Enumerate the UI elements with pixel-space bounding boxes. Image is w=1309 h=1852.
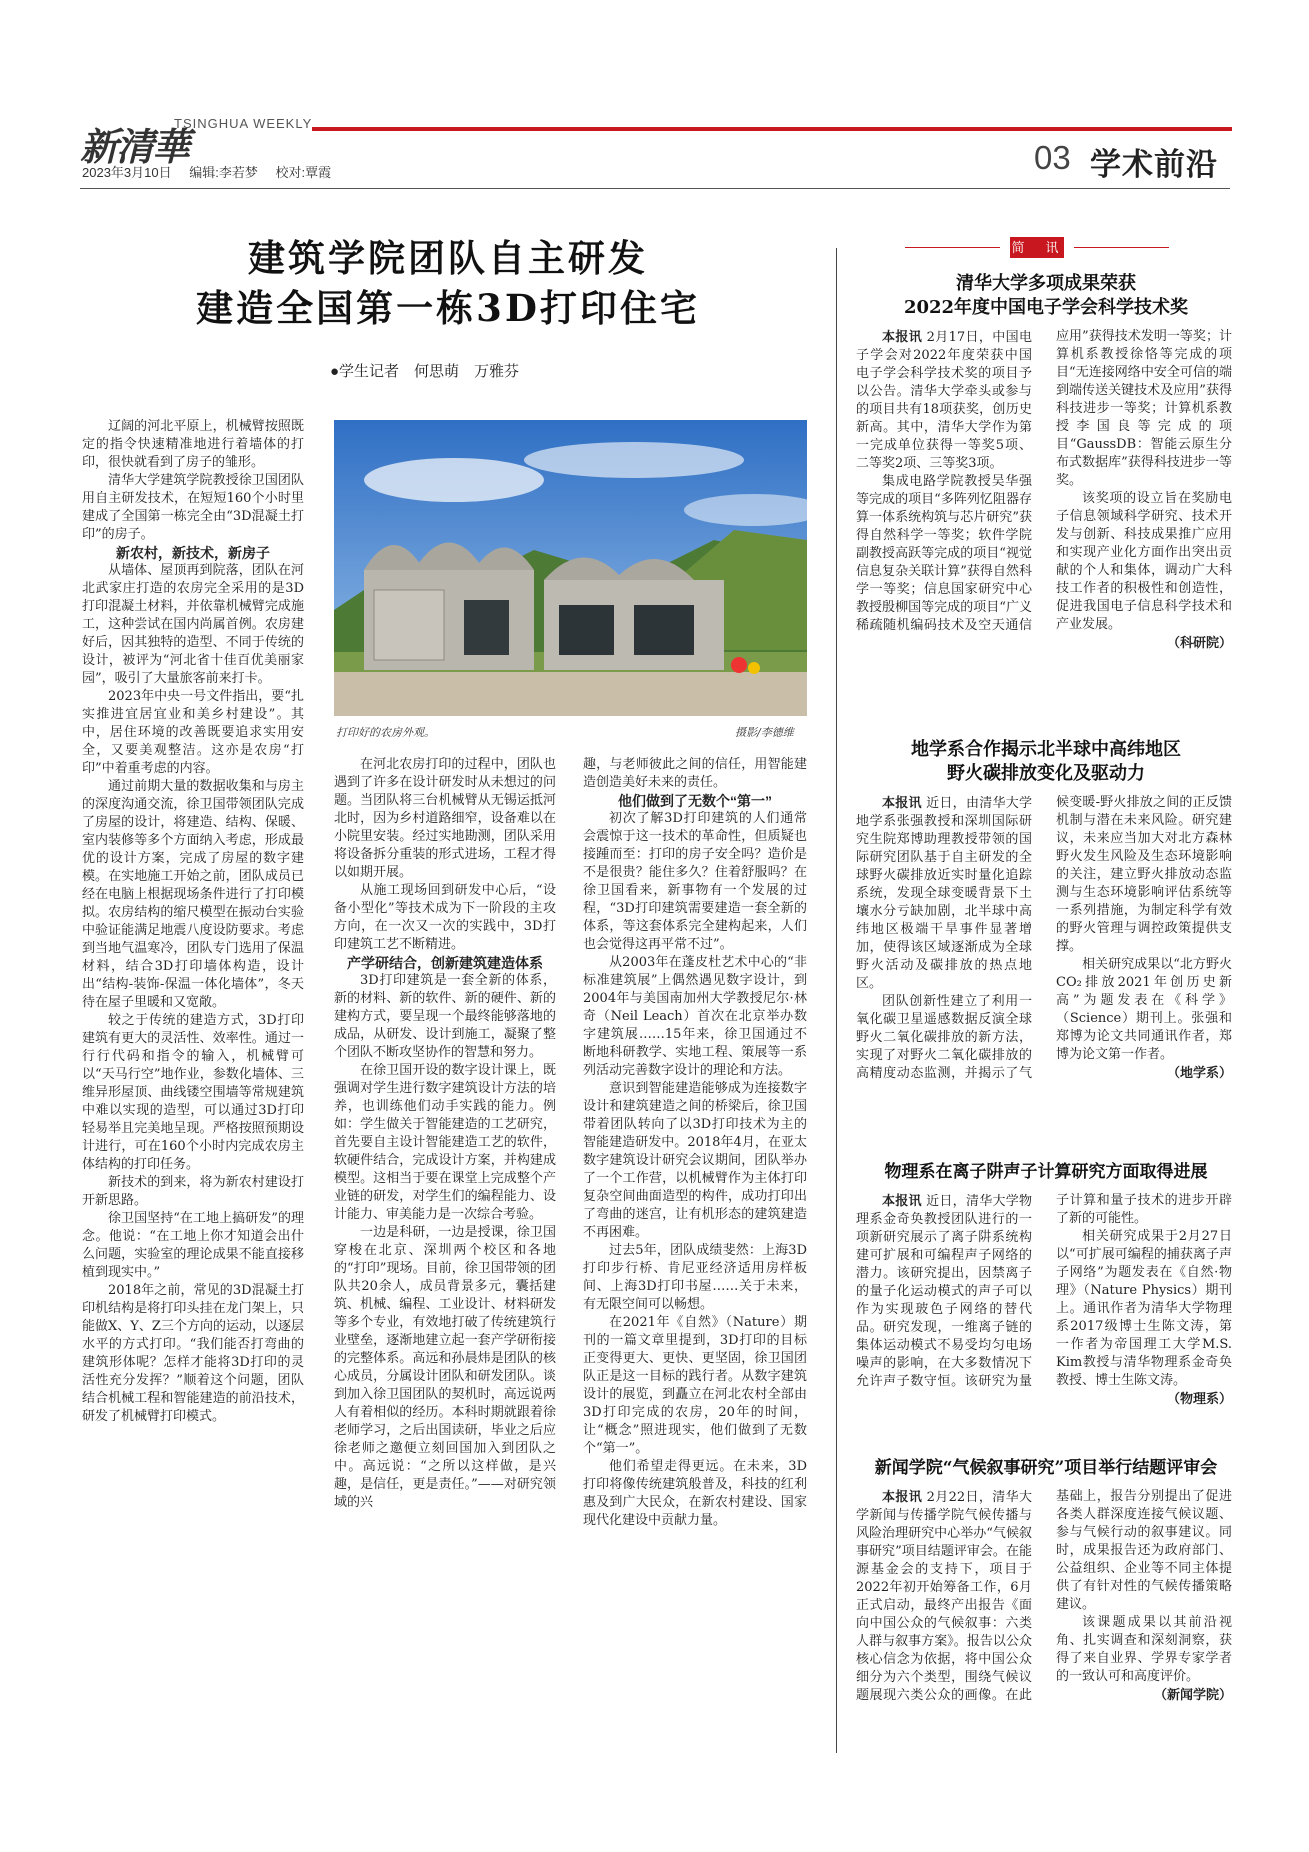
paragraph: 近日，由清华大学地学系张强教授和深圳国际研究生院郑博助理教授带领的国际研究团队基于自主研发的全球野火碳排放近实时量化追踪系统，发现全球变暖背景下土壤水分亏缺加剧，北半球中高纬地区极端干旱事件显著增加，使得该区域逐渐成为全球野火活动及碳排放的热点地区。 (856, 796, 1032, 991)
paragraph: 团队创新性建立了利用一氧化碳卫星遥感数据反演全球野火二氧化碳排放的新方法，实现了对野火二氧化碳排放的高精度动态监测，并揭示了气候变暖-野火排放之间的正反馈机制与潜在未来风险。研究建议，未来应当加大对北方森林野火发生风险及生态环境影响的关注，建立野火排放动态监测与生态环境影响评估系统等一系列措施，为制定科学有效的野火管理与调控政策提供支撑。 (856, 795, 1232, 1081)
dateline (82, 162, 345, 181)
brief-rule-left (905, 247, 1000, 248)
masthead-weekly: TSINGHUA WEEKLY (174, 116, 313, 131)
brief2-title-line2: 野火碳排放变化及驱动力 (947, 763, 1145, 784)
brief4-body (856, 1488, 1232, 1760)
masthead-logo: 新清華 (80, 124, 189, 169)
paragraph: 初次了解3D打印建筑的人们通常会震惊于这一技术的革命性，但质疑也接踵而至：打印的房子安全吗？造价是不是很贵？能住多久？住着舒服吗？在徐卫国看来，新事物有一个发展的过程，“3D打印建筑需要建造一套全新的体系，等这套体系完全建构起来，人们也会觉得这再平常不过”。 (583, 811, 807, 952)
paragraph: 清华大学建筑学院教授徐卫国团队用自主研发技术，在短短160个小时里建成了全国第一栋完全由“3D混凝土打印”的房子。 (82, 473, 304, 542)
article-title-line1: 建筑学院团队自主研发 (248, 236, 648, 280)
paragraph: 相关研究成果于2月27日以“可扩展可编程的捕获离子声子网络”为题发表在《自然·物理》（Nature Physics）期刊上。通讯作者为清华大学物理系2017级博士生陈文涛，第一作者为帝国理工大学M.S. Kim教授与清华物理系金奇奂教授、博士生陈文涛。 (1056, 1229, 1232, 1388)
brief2-title-line1: 地学系合作揭示北半球中高纬地区 (911, 739, 1181, 760)
article-column-2 (334, 756, 556, 1512)
house-photo (334, 420, 807, 716)
issue-date: 2023年3月10日 (82, 165, 172, 180)
paragraph: 集成电路学院教授吴华强等完成的项目“多阵列忆阻器存算一体系统构筑与芯片研究”获得自然科学一等奖；软件学院副教授高跃等完成的项目“视觉信息复杂关联计算”获得自然科学一等奖；信息国家研究中心教授殷柳国等完成的项目“广义稀疏随机编码技术及空天通信应用”获得技术发明一等奖；计算机系教授徐恪等完成的项目“无连接网络中安全可信的端到端传送关键技术及应用”获得科技进步一等奖；计算机系教授李国良等完成的项目“GaussDB：智能云原生分布式数据库”获得科技进步一等奖。 (856, 329, 1232, 633)
subheading: 产学研结合，创新建筑建造体系 (347, 955, 543, 971)
brief3-body (856, 1192, 1232, 1444)
article-title-line2: 建造全国第一栋3D打印住宅 (196, 286, 700, 330)
paragraph: 在徐卫国开设的数字设计课上，既强调对学生进行数字建筑设计方法的培养，也训练他们动手实践的能力。例如：学生做关于智能建造的工艺研究，首先要自主设计智能建造工艺的软件，软硬件结合，完成设计方案，并构建成模型。这相当于要在课堂上完成整个产业链的研发，对学生们的编程能力、设计能力、审美能力是一次综合考验。 (334, 1063, 556, 1222)
paragraph: 在2021年《自然》（Nature）期刊的一篇文章里提到，3D打印的目标正变得更大、更快、更坚固，徐卫国团队正是这一目标的践行者。从数字建筑设计的展览，到矗立在河北农村全部由3D打印完成的农房，20年的时间，让“概念”照进现实，他们做到了无数个“第一”。 (583, 1315, 807, 1456)
proofreader: 校对:覃霞 (275, 165, 332, 180)
brief-source: （地学系） (1166, 1065, 1232, 1080)
paragraph: 3D打印建筑是一套全新的体系，新的材料、新的软件、新的硬件、新的建构方式，要呈现一个最终能够落地的成品，从研发、设计到施工，凝聚了整个团队不断攻坚协作的智慧和努力。 (334, 973, 556, 1060)
paragraph: 2月17日，中国电子学会对2022年度荣获中国电子学会科学技术奖的项目予以公告。清华大学牵头或参与的项目共有18项获奖，创历史新高。其中，清华大学作为第一完成单位获得一等奖5项、二等奖2项、三等奖3项。 (856, 330, 1032, 471)
brief-lead: 本报讯 (882, 1489, 923, 1504)
paragraph: 相关研究成果以“北方野火CO₂排放2021年创历史新高”为题发表在《科学》（Science）期刊上。张强和郑博为论文共同通讯作者，郑博为论文第一作者。 (1056, 957, 1232, 1062)
paragraph: 较之于传统的建造方式，3D打印建筑有更大的灵活性、效率性。通过一行行代码和指令的输入，机械臂可以“天马行空”地作业，参数化墙体、三维异形屋顶、曲线镂空围墙等常规建筑中难以实现的造型，可以通过3D打印轻易举且完美地呈现。严格按照预期设计进行，可在160个小时内完成农房主体结构的打印任务。 (82, 1013, 304, 1172)
paragraph: 通过前期大量的数据收集和与房主的深度沟通交流，徐卫国带领团队完成了房屋的设计，将建造、结构、保暖、室内装修等多个方面纳入考虑，形成最优的设计方案，完成了房屋的数字建模。在实地施工开始之前，团队成员已经在电脑上根据现场条件进行了打印模拟。农房结构的缩尺模型在振动台实验中验证能满足地震八度设防要求。考虑到当地气温寒冷，团队专门选用了保温材料，结合3D打印墙体构造，设计出“结构-装饰-保温一体化墙体”，冬天待在屋子里暖和又宽敞。 (82, 779, 304, 1010)
paragraph: 2018年之前，常见的3D混凝土打印机结构是将打印头挂在龙门架上，只能做X、Y、Z三个方向的运动，以逐层水平的方式打印。“我们能否打弯曲的建筑形体呢？怎样才能将3D打印的灵活性充分发挥？”顺着这个问题，团队结合机械工程和智能建造的前沿技术，研发了机械臂打印模式。 (82, 1283, 304, 1424)
paragraph: 趣，与老师彼此之间的信任，用智能建造创造美好未来的责任。 (583, 757, 807, 790)
brief-lead: 本报讯 (882, 329, 923, 344)
article-column-3 (583, 756, 807, 1530)
section-title: 学术前沿 (1090, 147, 1218, 183)
brief4-title: 新闻学院“气候叙事研究”项目举行结题评审会 (874, 1458, 1218, 1478)
paragraph: 意识到智能建造能够成为连接数字设计和建筑建造之间的桥梁后，徐卫国带着团队转向了以3D打印技术为主的智能建造研发中。2018年4月，在亚太数字建筑设计研究会议期间，团队举办了一个工作营，以机械臂作为主体打印复杂空间曲面造型的构件，成功打印出了弯曲的迷宫，让有机形态的建筑建造不再困难。 (583, 1081, 807, 1240)
photo-credit: 摄影/李德维 (735, 726, 794, 739)
brief1-title-line1: 清华大学多项成果荣获 (956, 273, 1136, 294)
brief-tag: 简 讯 (1010, 237, 1064, 258)
brief-source: （新闻学院） (1153, 1687, 1232, 1702)
paragraph: 从墙体、屋顶再到院落，团队在河北武家庄打造的农房完全采用的是3D打印混凝土材料，并依靠机械臂完成施工，这种尝试在国内尚属首例。农房建好后，因其独特的造型、不同于传统的设计，被评为“河北省十佳百优美丽家园”，吸引了大量旅客前来打卡。 (82, 563, 304, 686)
paragraph: 近日，清华大学物理系金奇奂教授团队进行的一项新研究展示了离子阱系统构建可扩展和可编程声子网络的潜力。该研究提出，因禁离子的量子化运动模式的声子可以作为实现玻色子网络的替代品。研究发现，一维离子链的集体运动模式不易受均匀电场噪声的影响，在大多数情况下允许声子数守恒。该研究为量子计算和量子技术的进步开辟了新的可能性。 (856, 1193, 1232, 1389)
brief-source: （科研院） (1166, 635, 1232, 650)
brief-lead: 本报讯 (882, 1193, 922, 1208)
byline: ●学生记者 何思萌 万雅芬 (330, 363, 520, 380)
paragraph: 新技术的到来，将为新农村建设打开新思路。 (82, 1175, 304, 1208)
photo-caption: 打印好的农房外观。 (336, 726, 435, 739)
brief-lead: 本报讯 (882, 795, 922, 810)
brief1-body (856, 328, 1232, 728)
column-divider (836, 248, 837, 1753)
paragraph: 他们希望走得更远。在未来，3D打印将像传统建筑般普及，科技的红利惠及到广大民众，在新农村建设、国家现代化建设中贡献力量。 (583, 1459, 807, 1528)
article-column-1 (82, 418, 304, 1426)
header-divider (80, 188, 1230, 189)
paragraph: 2023年中央一号文件指出，要“扎实推进宜居宜业和美乡村建设”。其中，居住环境的改善既要追求实用安全，又要美观整洁。这亦是农房“打印”中着重考虑的内容。 (82, 689, 304, 776)
subheading: 他们做到了无数个“第一” (618, 793, 772, 809)
paragraph: 徐卫国坚持“在工地上搞研发”的理念。他说：“在工地上你才知道会出什么问题，实验室的理论成果不能直接移植到现实中。” (82, 1211, 304, 1280)
paragraph: 该奖项的设立旨在奖励电子信息领域科学研究、技术开发与创新、科技成果推广应用和实现产业化方面作出突出贡献的个人和集体，调动广大科技工作者的积极性和创造性，促进我国电子信息科学技术和产业发展。 (1056, 491, 1232, 632)
paragraph: 该课题成果以其前沿视角、扎实调查和深刻洞察，获得了来自业界、学界专家学者的一致认可和高度评价。 (1056, 1615, 1232, 1684)
paragraph: 一边是科研，一边是授课，徐卫国穿梭在北京、深圳两个校区和各地的“打印”现场。目前，徐卫国带领的团队共20余人，成员背景多元，囊括建筑、机械、编程、工业设计、材料研发等多个专业，有效地打破了传统建筑行业壁垒，逐渐地建立起一套产学研衔接的完整体系。高远和孙晨炜是团队的核心成员，分属设计团队和研发团队。谈到加入徐卫国团队的契机时，高远说两人有着相似的经历。本科时期就跟着徐老师学习，之后出国读研，毕业之后应徐老师之邀便立刻回国加入到团队之中。高远说：“之所以这样做，是兴趣，是信任，更是责任。”——对研究领域的兴 (334, 1225, 556, 1510)
editor: 编辑:李若梦 (189, 165, 258, 180)
brief3-title: 物理系在离子阱声子计算研究方面取得进展 (884, 1162, 1208, 1182)
paragraph: 2月22日，清华大学新闻与传播学院气候传播与风险治理研究中心举办“气候叙事研究”项目结题评审会。在能源基金会的支持下，项目于2022年初开始筹备工作，6月正式启动，最终产出报告《面向中国公众的气候叙事：六类人群与叙事方案》。报告以公众核心信念为依据，将中国公众细分为六个类型，围绕气候议题展现六类公众的画像。在此基础上，报告分别提出了促进各类人群深度连接气候议题、参与气候行动的叙事建议。同时，成果报告还为政府部门、公益组织、企业等不同主体提供了有针对性的气候传播策略建议。 (856, 1489, 1232, 1703)
brief2-body (856, 794, 1232, 1150)
paragraph: 辽阔的河北平原上，机械臂按照既定的指令快速精准地进行着墙体的打印，很快就看到了房子的雏形。 (82, 419, 304, 470)
brief1-title-line2: 2022年度中国电子学会科学技术奖 (903, 297, 1189, 318)
brief-rule-right (1074, 247, 1169, 248)
paragraph: 从施工现场回到研发中心后，“设备小型化”等技术成为下一阶段的主攻方向，在一次又一次的实践中，3D打印建筑工艺不断精进。 (334, 883, 556, 952)
page-number: 03 (1034, 139, 1071, 176)
paragraph: 过去5年，团队成绩斐然：上海3D打印步行桥、肯尼亚经济适用房样板间、上海3D打印书屋……关于未来，有无限空间可以畅想。 (583, 1243, 807, 1312)
subheading: 新农村，新技术，新房子 (116, 545, 270, 561)
paragraph: 在河北农房打印的过程中，团队也遇到了许多在设计研发时从未想过的问题。当团队将三台机械臂从无锡运抵河北时，因为乡村道路细窄，设备难以在小院里安装。经过实地勘测，团队采用将设备拆分重装的形式进场，工程才得以如期开展。 (334, 757, 556, 880)
paragraph: 从2003年在蓬皮杜艺术中心的“非标准建筑展”上偶然遇见数字设计，到2004年与美国南加州大学教授尼尔·林奇（Neil Leach）首次在北京举办数字建筑展……15年来，徐卫国通过不断地科研教学、实地工程、策展等一系列活动完善数字设计的理论和方法。 (583, 955, 807, 1078)
masthead-red-rule (312, 127, 1232, 131)
brief-source: （物理系） (1166, 1391, 1232, 1406)
